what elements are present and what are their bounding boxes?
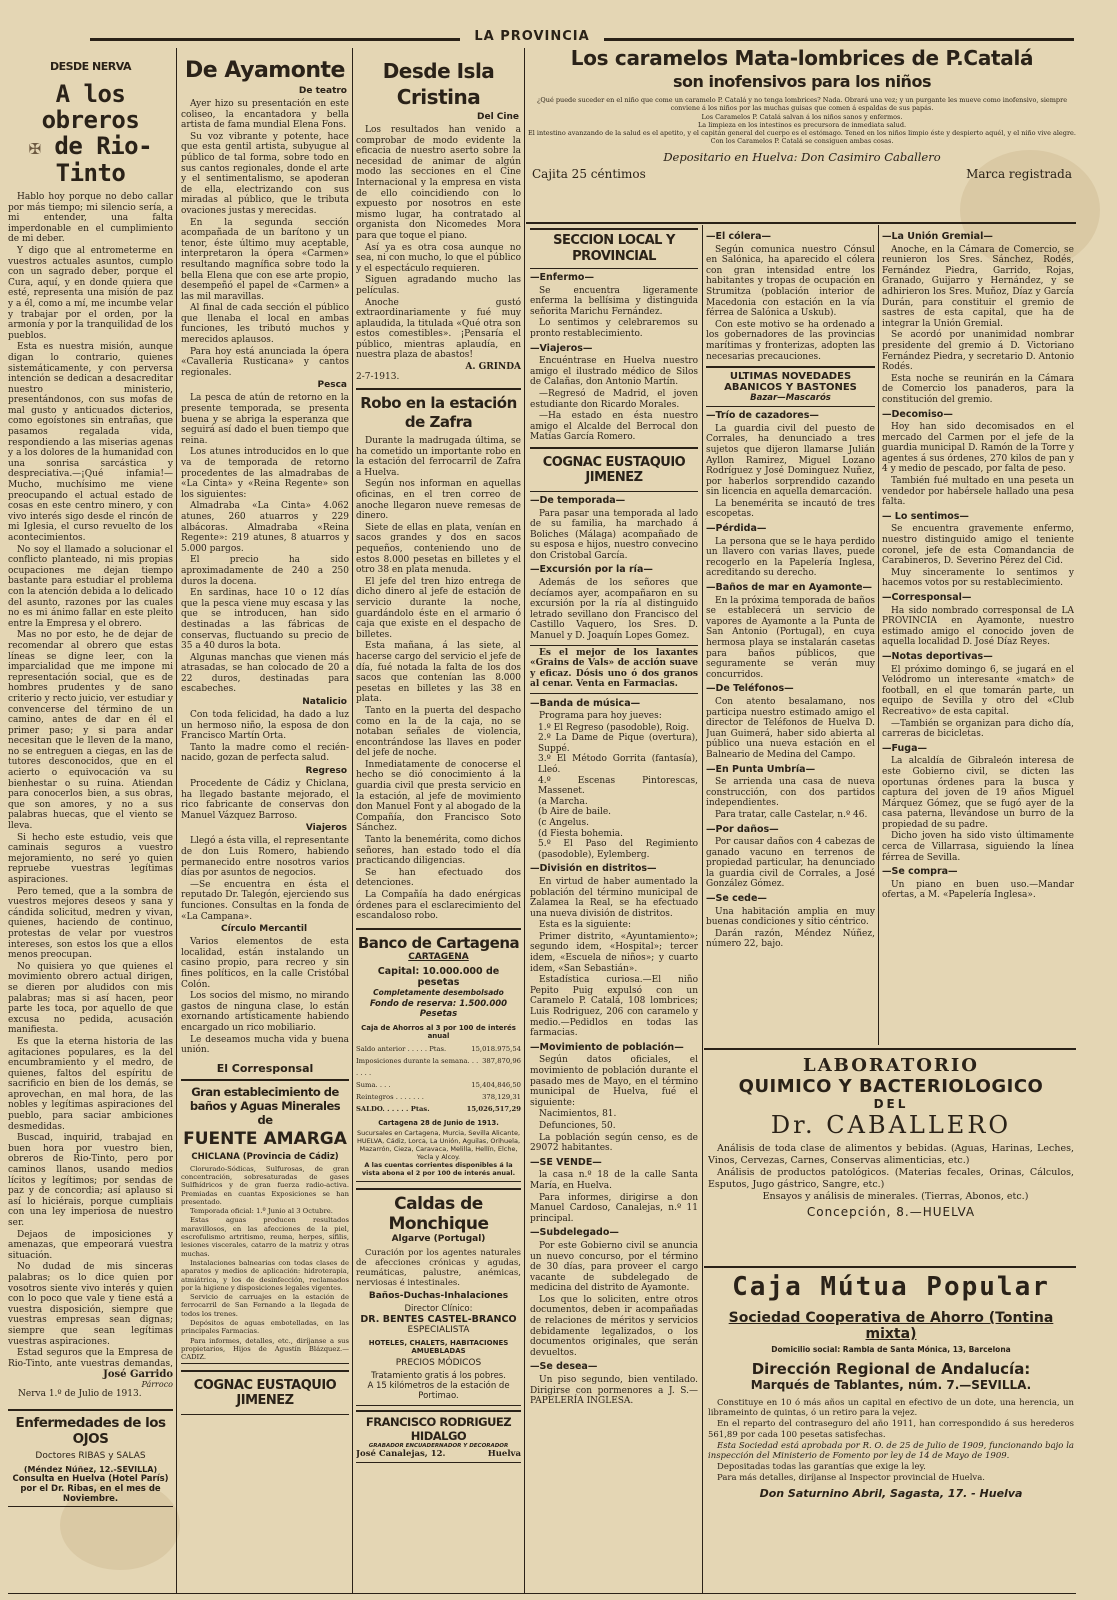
viajeros-body [181, 836, 349, 922]
column-4 [530, 228, 698, 1600]
paragraph: —Ha estado en ésta nuestro amigo el Alcalde del Berrocal don Matías García Romero. [530, 411, 698, 443]
caja-title: Caja Mútua Popular [732, 1272, 1050, 1302]
paragraph: Se encuentra ligeramente enferma la bellísima y distinguida señorita Marichu Fernández. [530, 285, 698, 317]
caramelos-price: Cajita 25 céntimos [532, 166, 646, 181]
paragraph: Los que lo soliciten, entre otros documentos, deben ir acompañadas de relaciones de méritos y servicios debidamente legalizados, o los documentos originales, que serán devueltos. [530, 1294, 698, 1358]
news-items [530, 273, 698, 443]
caldas-line: PRECIOS MÓDICOS [395, 1357, 482, 1368]
paragraph: No dudad de mis sinceras palabras; os lo dice quien por vosotros siente vivo interés y quien con lo poco que vale y tiene está a vuestra disposición, siempre que vuestras empresas sean dignas; siempre que sean legítimas vuestras aspiraciones. [8, 1262, 173, 1347]
caramelos-price-row [528, 167, 1076, 181]
grains-ad [530, 645, 698, 694]
paragraph: Pero temed, que a la sombra de vuestros mejores deseos y sana y cándida solicitud, medren y vivan, quienes, haciendo de continuo, protestas de velar por vuestros intereses, son estos los que a ellos menos preocupan. [8, 886, 173, 961]
musica-list-item: 5.º El Paso del Regimiento (pasodoble), Eylemberg. [538, 839, 698, 860]
paragraph: El próximo domingo 6, se jugará en el Velódromo un interesante «match» de football, en el que tomarán parte, un equipo de Sevilla y otro del «Club Recreativo» de esta capital. [882, 664, 1074, 717]
paragraph: Análisis de productos patológicos. (Materias fecales, Orinas, Cálculos, Esputos, Jugo gástrico, Sangre, etc.) [708, 1167, 1074, 1190]
paragraph: Depósitos de aguas embotelladas, en las principales Farmacias. [181, 1319, 349, 1336]
musica-body [530, 711, 698, 860]
hidalgo-city: Huelva [487, 1448, 521, 1459]
caldas-title: Caldas de Monchique [388, 1193, 489, 1234]
column-rule [352, 48, 353, 1593]
paragraph: Tanto la madre como el recién-nacido, gozan de perfecta salud. [181, 742, 349, 764]
news-item-title: —Trío de cazadores— [706, 410, 819, 422]
paragraph: Nacimientos, 81. [539, 1109, 617, 1120]
cognac-ad [181, 1370, 349, 1415]
article-headline: De Ayamonte [185, 58, 345, 83]
column-3 [356, 52, 521, 1600]
dateline: Nerva 1.º de Julio de 1913. [18, 1389, 142, 1399]
article-body [8, 192, 173, 1367]
cognac-ad-text: COGNAC EUSTAQUIO JIMENEZ [542, 454, 686, 485]
paragraph: El jefe del tren hizo entrega de dicho dinero al jefe de estación de servicio durante la noche, guardándolo éste en el armario ó caja que existe en el despacho de billetes. [356, 576, 521, 640]
paragraph: Llegó a ésta villa, el representante de don Luis Romero, habiendo permanecido entre nosotros varios días por asuntos de negocios. [181, 836, 349, 879]
kicker: DESDE NERVA [49, 60, 131, 73]
paragraph: Muy sinceramente lo sentimos y hacemos votos por su restablecimiento. [882, 567, 1074, 589]
ad-bottom-rule [526, 222, 1076, 224]
paragraph: Así ya es otra cosa aunque no sea, ni con mucho, lo que el público y el espectáculo requieren. [356, 242, 521, 274]
news-item-title: —Se cede— [706, 893, 767, 905]
paragraph: Para informes, dirigirse a don Manuel Cardoso, Canalejas, n.º 11 principal. [530, 1192, 698, 1224]
column-rule [524, 48, 525, 1593]
news-items [706, 232, 875, 362]
natalicio-body [181, 710, 349, 764]
paragraph: En la próxima temporada de baños se establecerá un servicio de vapores de Ayamonte a la Punta de San Antonio (Portugal), en cuya hermosa playa se instalarán casetas para baños públicos, que seguramente se verán muy concurridos. [706, 595, 875, 680]
caramelos-headline: Los caramelos Mata-lombrices de P.Catalá [570, 46, 1034, 70]
signature: José Garrido [103, 1369, 173, 1380]
paragraph: Tanto la benemérita, como dichos señores, han estado todo el día practicando diligencias. [356, 835, 521, 867]
section-subtitle: Pesca [317, 380, 347, 391]
caramelos-body [528, 96, 1076, 146]
bank-paid: Completamente desembolsado [373, 987, 504, 997]
paragraph: Inmediatamente de conocerse el hecho se dió conocimiento á la guardia civil que presta servicio en la estación, al jefe de movimiento don Manuel Font y al abogado de la Compañía, don Francisco Soto Sánchez. [356, 759, 521, 834]
paragraph: Análisis de toda clase de alimentos y bebidas. (Aguas, Harinas, Leches, Vinos, Cervezas, Carnes, Conservas alimenticias, etc.) [708, 1143, 1074, 1166]
robo-body [356, 436, 521, 922]
ad-title-main: FUENTE AMARGA [183, 1128, 347, 1149]
paragraph: —También se organizan para dicho día, carreras de bicicletas. [882, 718, 1074, 740]
paragraph: Con atento besalamano, nos participa nuestro estimado amigo el director de Teléfonos de Huelva D. Juan Guimerá, haber sido abierta al público una nueva estación en el Balneario de Medina del Campo. [706, 696, 875, 760]
signature-role: Párroco [141, 1380, 173, 1389]
paragraph: Hablo hoy porque no debo callar por más tiempo; mi silencio sería, a mi entender, una falta imperdonable en el cumplimiento de mi deber. [8, 192, 173, 245]
caldas-sub: Algarve (Portugal) [391, 1233, 486, 1244]
section-title: —Banda de música— [530, 698, 641, 709]
bank-row [356, 1043, 521, 1055]
paragraph: La benemérita se incautó de tres escopetas. [706, 498, 875, 520]
section-subtitle: Viajeros [305, 823, 347, 834]
paragraph: En el reparto del contraseguro del año 1911, han correspondido á sus herederos 561,89 por cada 100 pesetas satisfechas. [708, 1419, 1074, 1440]
paragraph: Primer distrito, «Ayuntamiento»; segundo idem, «Hospital»; tercer idem, «Escuela de niños»; y cuarto idem, «San Sebastián». [530, 931, 698, 974]
paragraph: No soy el llamado a solucionar el conflicto planteado, ni mis propias ocupaciones me dejan tiempo bastante para estudiar el problema con la atención debida a lo delicado del asunto, razones por las cuales no es mi ánimo fallar en este pleito entre la Empresa y el obrero. [8, 544, 173, 629]
caramelos-line: La limpieza en los intestinos es precursora de inmediata salud. [697, 120, 907, 129]
paragraph: Programa para hoy jueves: [539, 711, 662, 721]
bank-row-value: 15,026,517,29 [466, 1104, 521, 1113]
bank-row-label: Reintegros . . . . . . . [356, 1092, 424, 1101]
article-headline: Robo en la estación de Zafra [360, 394, 517, 432]
paragraph: La población según censo, es de 29072 habitantes. [530, 1132, 698, 1154]
paragraph: Le deseamos mucha vida y buena unión. [181, 1034, 349, 1056]
paragraph: Según nos informan en aquellas oficinas, en el tren correo de anoche llegaron nueve remesas de dinero. [356, 479, 521, 522]
ojos-ad-address: (Méndez Núñez, 12.-SEVILLA) [23, 1465, 158, 1474]
paragraph: La Compañía ha dado enérgicas órdenes para el esclarecimiento del escandaloso robo. [356, 890, 521, 922]
bank-row-value: 15,404,846,50 [471, 1080, 521, 1089]
news-item-title: —Pérdida— [706, 523, 767, 535]
paragraph: Ha sido nombrado corresponsal de LA PROVINCIA en Ayamonte, nuestro estimado amigo el conocido joven de aquella localidad D. José Díaz Reyes. [882, 605, 1074, 648]
bank-row-label: Suma. . . . [356, 1080, 391, 1089]
paragraph: Por este Gobierno civil se anuncia un nuevo concurso, por el término de 30 días, para proveer el cargo vacante de subdelegado de medicina del distrito de Ayamonte. [530, 1240, 698, 1294]
paragraph: Los resultados han venido a comprobar de modo evidente la eficacia de nuestro aserto sobre la necesidad de animar de algún modo las secciones en el Cine Internacional y la empresa en vista de ello coincidiendo con lo expuesto por nosotros en este mismo lugar, ha contratado al organista don Nicomedes Mora para que toque el piano. [356, 125, 521, 241]
paragraph: Un piso segundo, bien ventilado. Dirigirse con pormenores a J. S.—PAPELERÍA INGLESA. [530, 1375, 698, 1407]
paragraph: Esta es nuestra misión, aunque digan lo contrario, quienes sistemáticamente, y con perversa intención se dedican a desacreditar nuestro ministerio, presentándonos, con sus mofas de mal gusto y anticuados dicterios, como egoístones sin entrañas, que pasamos regalada vida, respondiendo a las miserias agenas y a los dolores de la humanidad con una sonrisa sarcástica y despreciativa.—¡Qué infamia!—Mucho, muchísimo me viene preocupando el actual estado de cosas en este centro minero, y con vivo interés sigo desde el rincón de mi Iglesia, el curso revuelto de los acontecimientos. [8, 342, 173, 543]
column-rule [176, 48, 177, 1593]
article-headline [8, 133, 173, 186]
caramelos-brand: Marca registrada [966, 166, 1072, 181]
caldas-line: Tratamiento gratis á los pobres. [371, 1370, 506, 1381]
news-item-title: —Se compra— [882, 866, 958, 878]
caldas-body [356, 1248, 521, 1288]
caramelos-depot: Depositario en Huelva: Don Casimiro Caballero [663, 149, 941, 164]
paragraph: Mas no por esto, he de dejar de recomendar al obrero que estas líneas se digne leer, con la imparcialidad que me impone mi representación social, que es de hombres prudentes y de sano criterio y recto juicio, ver estudiar y convencerse del término de un camino, antes de dar en él el primer paso; y si para andar necesitan que le lleven de la mano, no se entreguen a ciegas, en las de tutores desconocidos, que en el acierto o equivocación va su bienhestar o su ruina. Atiendan para conocerlos bien, a sus obras, que son amores, y no a sus palabras huecas, que el viento se lleva. [8, 630, 173, 832]
column-rule [878, 225, 879, 1045]
article-headline: A los obreros [41, 80, 140, 134]
paragraph: La guardia civil del puesto de Corrales, ha denunciado a tres sujetos que dijeron llamarse Julián Ayllon Ramirez, Miguel Lozano Rodríguez y José Dominguez Nuñez, por haberlos sorprendido cazando sin licencia en aquella demarcación. [706, 423, 875, 498]
paragraph: Ensayos y análisis de minerales. (Tierras, Abonos, etc.) [762, 1191, 1029, 1202]
lab-line: DEL [873, 1097, 909, 1111]
musica-list-item: 4.º Escenas Pintorescas, Massenet. [538, 775, 698, 797]
paragraph: Siete de ellas en plata, venían en sacos grandes y dos en sacos pequeños, conteniendo uno de estos 8.000 pesetas en billetes y el otro 38 en plata menuda. [356, 522, 521, 576]
paragraph: Estadística curiosa.—El niño Pepito Puig expulsó con un Caramelo P. Catalá, 108 lombrices; Luis Rodriguez, 206 con caramelo y medio.—Pedidlos en todas las farmacias. [530, 975, 698, 1039]
news-item-title: —En Punta Umbría— [706, 763, 816, 775]
caja-domicile: Domicilio social: Rambla de Santa Mónica, 13, Barcelona [771, 1345, 1011, 1354]
news-item-title: —De Teléfonos— [706, 683, 794, 695]
news-items [706, 411, 875, 950]
lab-top-rule [704, 1048, 1076, 1050]
paragraph: Esta noche se reunirán en la Cámara de Comercio los panaderos, para la constitución del gremio. [882, 373, 1074, 405]
bank-capital: Capital: 10.000.000 de pesetas [377, 965, 500, 988]
paragraph: Para informes, detalles, etc., diríjanse a sus propietarios, Hijos de Agustín Blázquez.—CADIZ. [181, 1336, 349, 1362]
column-1 [8, 52, 173, 1600]
paragraph: Dicho joven ha sido visto últimamente cerca de Villarrasa, siguiendo la línea férrea de Sevilla. [882, 831, 1074, 863]
masthead-rule-right [604, 38, 1074, 41]
paragraph: Es que la eterna historia de las agitaciones populares, es la del encumbramiento y el medro, de quienes, faltos del espíritu de sacrificio en bien de los demás, se aprovechan, en mal hora, de las nobles y legítimas aspiraciones del pueblo, para saciar ambiciones desmedidas. [8, 1036, 173, 1132]
news-item-title: —División en distritos— [530, 863, 657, 875]
paragraph: Depositadas todas las garantías que exige la ley. [717, 1462, 926, 1473]
news-item-title: —Subdelegado— [530, 1227, 619, 1239]
paragraph: Durante la madrugada última, se ha cometido un importante robo en la estación del ferrocarril de Zafra a Huelva. [356, 436, 521, 478]
news-item-title: —La Unión Gremial— [882, 231, 993, 242]
paragraph: Se arrienda una casa de nueva construcción, con dos partidos independientes. [706, 777, 875, 809]
caldas-line: ESPECIALISTA [407, 1324, 470, 1335]
cognac-ad [530, 447, 698, 492]
bank-name: Banco de Cartagena [357, 933, 520, 952]
cine-body [356, 125, 521, 361]
corresponsal-signature: El Corresponsal [216, 1061, 314, 1075]
caldas-ad [356, 1188, 521, 1406]
lab-line: LABORATORIO [803, 1055, 979, 1076]
section-header-box [530, 228, 698, 269]
paragraph: Buscad, inquirid, trabajad en buen hora por vuestro bien, obreros de Rio-Tinto, pero por caminos llanos, usando medios lícitos y legítimos; por sendas de paz y de concordia; así aplauso si así lo hiciérais, porque cumpliais con una ley imperiosa de nuestro ser. [8, 1133, 173, 1228]
bank-row [356, 1103, 521, 1115]
news-item-title: —SE VENDE— [530, 1156, 602, 1168]
section-subtitle: Del Cine [477, 112, 519, 122]
news-item-title: —Decomiso— [882, 408, 953, 420]
paragraph: Tanto en la puerta del despacho como en la de la caja, no se notaban señales de violencia, encontrándose las llaves en poder del jefe de noche. [356, 705, 521, 759]
abanicos-title: ULTIMAS NOVEDADES [729, 371, 852, 383]
hidalgo-address-row [356, 1449, 521, 1459]
paragraph: Instalaciones balnearias con todas clases de aparatos y medios de aplicación: hidroterapia, atmiátrica, y los de desinfección, reclamados por la higiene y disposiciones legales vigentes. [181, 1258, 349, 1292]
bank-note: Sucursales en Cartagena, Murcia, Sevilla Alicante, HUELVA, Cádiz, Lorca, La Unión, Aguilas, Orihuela, Mazarrón, Cieza, Caravaca, Melilla, Hellín, Elche, Yecla y Alcoy. [356, 1128, 521, 1161]
news-item-title: —Baños de mar en Ayamonte— [706, 582, 873, 594]
paragraph: Su voz vibrante y potente, hace que esta gentil artista, subyugue al público de tal forma, sobre todo en sus cantos regionales, donde el arte y el sentimentalismo, se apoderan de ella, electrizando con sus miradas al público, que le tributa ovaciones justas y merecidas. [181, 131, 349, 216]
paragraph: Defunciones, 50. [539, 1120, 616, 1131]
paragraph: Si hecho este estudio, veis que caminais seguros a vuestro mejoramiento, no seré yo quien repruebe vuestras legítimas aspiraciones. [8, 832, 173, 885]
paragraph: Según datos oficiales, el movimiento de población durante el pasado mes de Mayo, en el término municipal de Huelva, fué el siguiente: [530, 1055, 698, 1108]
paragraph: Para hoy está anunciada la ópera «Cavalleria Rusticana» y cantos regionales. [181, 346, 349, 378]
paragraph: Según comunica nuestro Cónsul en Salónica, ha aparecido el cólera con gran intensidad entre los habitantes y tropas de ocupación en Strumitza (población interior de Macedonia con estación en la vía férrea de Salónica a Uskub). [706, 244, 875, 319]
musica-list-item: 2.º La Dame de Pique (overtura), Suppé. [538, 733, 698, 754]
column-2 [181, 52, 349, 1600]
news-item-title: —De temporada— [530, 494, 626, 506]
paragraph: Temporada oficial: 1.º Junio al 3 Octubre. [190, 1207, 333, 1216]
bank-row-label: SALDO. . . . . . Ptas. [356, 1104, 430, 1113]
section-subtitle: Natalicio [302, 697, 347, 708]
news-items [530, 864, 698, 1407]
teatro-body [181, 99, 349, 378]
paragraph: Esta es la siguiente: [539, 920, 631, 931]
bank-row-label: Saldo anterior . . . . . Ptas. [356, 1044, 447, 1053]
dateline: 2-7-1913. [356, 372, 400, 383]
hidalgo-address: José Canalejas, 12. [356, 1448, 446, 1459]
paragraph: Estad seguros que la Empresa de Rio-Tinto, ante vuestras demandas, [8, 1348, 173, 1367]
paragraph: Los atunes introducidos en lo que va de temporada de retorno procedentes de las almadrabas de «La Cinta» y «Reina Regente» son los siguientes: [181, 447, 349, 500]
musica-list-item: (b Aire de baile. [538, 807, 612, 818]
paragraph: Se encuentra gravemente enfermo, nuestro distinguido amigo el teniente coronel, jefe de esta Comandancia de Carabineros, D. Severino Pérez del Cid. [882, 524, 1074, 567]
musica-list-item: (d Fiesta bohemia. [538, 828, 623, 839]
paragraph: Para tratar, calle Castelar, n.º 46. [715, 809, 868, 820]
musica-list-item: 1.º El Regreso (pasodoble), Roig. [538, 722, 690, 733]
musica-list-item: (a Marcha. [538, 796, 588, 807]
lab-line: QUIMICO Y BACTERIOLOGICO [738, 1076, 1044, 1097]
bank-reserve: Fondo de reserva: 1.500.000 Pesetas [369, 998, 508, 1019]
section-header: SECCION LOCAL Y PROVINCIAL [553, 233, 675, 264]
paragraph: Por causar daños con 4 cabezas de ganado vacuno en terrenos de propiedad particular, ha denunciado la guardia civil de Corrales, a José González Gómez. [706, 837, 875, 890]
ojos-ad-doctors: Doctores RIBAS y SALAS [35, 1451, 146, 1461]
pesca-body [181, 393, 349, 695]
paragraph: Encuéntrase en Huelva nuestro amigo el ilustrado médico de Silos de Calañas, don Antonio Martín. [530, 356, 698, 388]
musica-list-item: (c Angelus. [538, 817, 589, 828]
ad-body [181, 1165, 349, 1362]
bank-row [356, 1055, 521, 1079]
news-item-title: — Lo sentimos— [882, 510, 969, 522]
robo-article [356, 388, 521, 432]
musica-list [530, 723, 698, 861]
paragraph: La persona que se le haya perdido un llavero con varias llaves, puede recogerlo en la Papelería Inglesa, acreditando su derecho. [706, 536, 875, 579]
ad-place: CHICLANA (Provincia de Cádiz) [191, 1151, 339, 1162]
cross-icon: ✠ [28, 135, 41, 159]
caldas-line: A 15 kilómetros de la estación de Portimao. [367, 1380, 510, 1401]
column-rule [702, 225, 703, 1593]
bank-city: CARTAGENA [408, 951, 469, 962]
caja-ad [708, 1272, 1074, 1597]
masthead-title: LA PROVINCIA [474, 29, 590, 44]
bank-row-label: Imposiciones durante la semana. . . . . . . [356, 1056, 479, 1077]
bank-ad [356, 928, 521, 1182]
caramelos-line: El intestino avanzando de la salud es el apetito, y el capitán general del cuerpo es el estómago. Tened en los niños limpio éste y despierto aquél, y el niño vive alegre. Con los Caramelos P. Catalá se consiguen ambas cosas. [528, 129, 1076, 146]
caramelos-ad [528, 46, 1076, 222]
paragraph: La pesca de atún de retorno en la presente temporada, se presenta buena y se abriga la esperanza que seguirá así dado el buen tiempo que reina. [181, 393, 349, 446]
paragraph: Para más detalles, diríjanse al Inspector provincial de Huelva. [717, 1473, 986, 1484]
news-item-title: —Fuga— [882, 742, 927, 754]
paragraph: El precio ha sido aproximadamente de 240 a 250 duros la docena. [181, 555, 349, 587]
laboratorio-ad [708, 1055, 1074, 1255]
grains-ad-text: Es el mejor de los laxantes «Grains de Vals» de acción suave y eficaz. Dósis uno ó dos granos al cenar. Venta en Farmacias. [530, 647, 698, 690]
section-subtitle: Regreso [305, 766, 347, 777]
news-item-title: —Se desea— [530, 1361, 598, 1373]
paragraph: Para pasar una temporada al lado de su familia, ha marchado á Boliches (Málaga) acompañado de su esposa e hijos, nuestro convecino don Cristobal García. [530, 508, 698, 561]
caja-direccion: Dirección Regional de Andalucía: [751, 1360, 1031, 1378]
paragraph: Dejaos de imposiciones y amenazas, que empeorará vuestra situación. [8, 1229, 173, 1261]
bottom-rule [8, 1593, 1076, 1594]
paragraph: Hoy han sido decomisados en el mercado del Carmen por el jefe de la guardia municipal D. Ramón de la Torre y agentes á sus órdenes, 270 kilos de pan y 4 y medio de pescado, por falta de peso. [882, 422, 1074, 475]
hidalgo-ad [356, 1410, 521, 1463]
section-subtitle: Círculo Mercantil [220, 924, 308, 935]
paragraph: Se acordó por unanimidad nombrar presidente del gremio á D. Victoriano Fernández Piedra, y secretario D. Antonio Rodés. [882, 330, 1074, 373]
paragraph: Con este motivo se ha ordenado a los gobernadores de las provincias marítimas y fronterizas, adopten las necesarias precauciones. [706, 319, 875, 362]
paragraph: Clorurado-Sódicas, Sulfurosas, de gran concentración, sobresaturadas de gases Sulfhídricos y de gran fuerza radio-activa. Premiadas en cuantas Exposiciones se han presentado. [181, 1164, 349, 1206]
bank-date: Cartagena 28 de Junio de 1913. [378, 1118, 499, 1127]
news-items [530, 496, 698, 642]
bank-note2: A las cuentas corrientes disponibles á la vista abona el 2 por 100 de interés anual. [361, 1160, 516, 1177]
bank-row-value: 15,018.975,54 [471, 1044, 521, 1053]
hidalgo-sub: GRABADOR ENCUADERNADOR Y DECORADOR [368, 1442, 509, 1449]
paragraph: No quisiera yo que quienes el movimiento obrero actual dirigen, se dieren por aludidos con mis palabras; mas si así hacen, peor parte les toca, por aquello de que excusa no pedida, acusación manifiesta. [8, 961, 173, 1036]
caramelos-line: ¿Qué puede suceder en el niño que come un caramelo P. Catalá y no tenga lombrices? Nada. Obrará una vez; y un purgante les mueve como inofensivo, siempre conviene á los niños por las muchas guisas que comen á espaldas de sus papás. [536, 96, 1068, 113]
caldas-line: Director Clínico: [404, 1303, 473, 1314]
column-6 [882, 228, 1074, 1048]
bank-caja: Caja de Ahorros al 3 por 100 de interés anual [361, 1023, 516, 1040]
bank-row-value: 378,129,31 [482, 1092, 521, 1101]
ad-title: Gran establecimiento de baños y Aguas Minerales de [189, 1084, 341, 1127]
article-headline: Desde Isla Cristina [382, 59, 495, 109]
bank-row-value: 387,870,96 [482, 1056, 521, 1065]
news-items [882, 232, 1074, 901]
news-item-title: —Corresponsal— [882, 592, 972, 603]
signature: A. GRINDA [465, 362, 521, 373]
news-item-title: —Excursión por la ría— [530, 564, 653, 576]
paragraph: Constituye en 10 ó más años un capital en efectivo de un dote, una herencia, un librameinto de quintas, ó un retiro para la vejez. [708, 1398, 1074, 1419]
abanicos-place: Bazar—Mascarós [750, 393, 831, 404]
caramelos-sub: son inofensivos para los niños [673, 72, 931, 91]
news-item-title: —Notas deportivas— [882, 650, 993, 662]
bank-row [356, 1079, 521, 1091]
fuente-amarga-ad [181, 1079, 349, 1364]
paragraph: Estas aguas producen resultados maravillosos, en las afecciones de la piel, escrofulismo artritismo, reuma, herpes, sífilis, lesiones viscerales, catarro de la matriz y otras muchas. [181, 1216, 349, 1258]
paragraph: En sardinas, hace 10 o 12 días que la pesca viene muy escasa y las que se introducen, han sido destinadas a las fábricas de conservas, fluctuando su precio de 35 a 40 duros la bota. [181, 588, 349, 652]
paragraph: Procedente de Cádiz y Chiclana, ha llegado bastante mejorado, el rico fabricante de conservas don Manuel Vázquez Barroso. [181, 779, 349, 821]
paragraph: Esta Sociedad está aprobada por R. O. de 25 de Julio de 1909, funcionando bajo la inspección del Ministerio de Fomento por ley de 14 de Mayo de 1909. [708, 1440, 1074, 1462]
musica-list-item: 3.º El Método Gorrita (fantasía), Lleó. [538, 754, 698, 775]
caja-sub: Sociedad Cooperativa de Ahorro (Tontina mixta) [728, 1310, 1054, 1342]
section-subtitle: De teatro [298, 86, 347, 96]
ojos-ad-headline: Enfermedades de los OJOS [15, 1415, 166, 1447]
news-item-title: —Movimiento de población— [530, 1041, 684, 1053]
paragraph: También fué multado en una peseta un vendedor por habérsele hallado una pesa falta. [882, 476, 1074, 508]
lab-body [708, 1143, 1074, 1203]
paragraph: Almadraba «La Cinta» 4.062 atunes, 260 atuarros y 229 albácoras. Almadraba «Reina Regente»: 219 atunes, 8 atuarros y 5.000 pargos. [181, 501, 349, 554]
paragraph: Un piano en buen uso.—Mandar ofertas, a M. «Papelería Inglesa». [882, 879, 1074, 901]
bank-row [356, 1091, 521, 1103]
paragraph: Esta mañana, á las siete, al hacerse cargo del servicio el jefe de día, fué notada la falta de los dos sacos que contenían las 8.000 pesetas en billetes y las 38 en plata. [356, 641, 521, 705]
paragraph: Algunas manchas que vienen más atrasadas, se han colocado de 20 a 22 duros, destinadas para escabeches. [181, 652, 349, 695]
paragraph: —Se encuentra en ésta el reputado Dr. Talegón, ejerciendo sus funciones. Consultas en la fonda de «La Campana». [181, 879, 349, 922]
abanicos-title2: ABANICOS Y BASTONES [724, 382, 857, 394]
paragraph: Anoche gustó extraordinariamente y fué muy aplaudida, la titulada «Qué otra son estos comestibles». ¡Pensaría el público, mientras aplaudía, en nuestra plaza de abastos! [356, 297, 521, 361]
column-5 [706, 228, 875, 1048]
paragraph: En la segunda sección acompañada de un barítono y un tenor, éste último muy aceptable, interpretaron la ópera «Carmen» resultando magnífica sobre todo la bella Elena que con ese arte propio, desempeñó el papel de «Carmen» a las mil maravillas. [181, 217, 349, 302]
caldas-line: HOTELES, CHALETS, HABITACIONES AMUEBLADAS [368, 1338, 509, 1355]
news-item-title: —Enfermo— [530, 272, 594, 283]
caramelos-line: Los Caramelos P. Catalá salvan á los niños sanos y enfermos. [701, 112, 903, 121]
paragraph: Anoche, en la Cámara de Comercio, se reunieron los Sres. Sánchez, Rodés, Fernández Piedra, Garrido, Rojas, Granado, Guijarro y Hernández, y se adhirieron los Sres. Muñoz, Díaz y García Durán, para constituir el gremio de sastres de esta capital, que ha de integrar la Unión Gremial. [882, 244, 1074, 329]
circulo-body [181, 937, 349, 1056]
caja-address: Marqués de Tablantes, núm. 7.—SEVILLA. [750, 1378, 1032, 1392]
paragraph: Darán razón, Méndez Núñez, número 22, bajo. [706, 928, 875, 950]
ojos-ad [8, 1409, 173, 1507]
paragraph: Curación por los agentes naturales de afecciones crónicas y agudas, reumáticas, palustre, anémicas, nerviosas é intestinales. [356, 1247, 521, 1288]
paragraph: En virtud de haber aumentado la población del término municipal de Zalamea la Real, se ha efectuado una nueva división de distritos. [530, 876, 698, 919]
article-headline-line2: de Rio-Tinto [54, 132, 153, 187]
paragraph: Se han efectuado dos detenciones. [356, 867, 521, 889]
caja-contact: Don Saturnino Abril, Sagasta, 17. - Huelva [759, 1486, 1023, 1500]
bank-table [356, 1043, 521, 1115]
lab-address: Concepción, 8.—HUELVA [806, 1204, 976, 1219]
paragraph: Varios elementos de esta localidad, están instalando un casino propio, para recreo y sin fines políticos, en la calle Cristóbal Colón. [181, 937, 349, 990]
paragraph: Con toda felicidad, ha dado a luz un hermoso niño, la esposa de don Francisco Martín Orta. [181, 710, 349, 742]
paragraph: Una habitación amplia en muy buenas condiciones y sitio céntrico. [706, 906, 875, 928]
paragraph: La alcaldía de Gibraleón interesa de este Gobierno civil, se dicten las oportunas órdenes para la busca y captura del joven de 19 años Miguel Márquez Gómez, que se fugó ayer de la casa paterna, llevándose un burro de la propiedad de su padre. [882, 756, 1074, 830]
cognac-ad-text: COGNAC EUSTAQUIO JIMENEZ [193, 1377, 337, 1408]
caja-body [708, 1398, 1074, 1484]
paragraph: Los socios del mismo, no mirando gastos de ninguna clase, lo están exornando artísticamente habiendo encargado un rico mobiliario. [181, 991, 349, 1033]
paragraph: Ayer hizo su presentación en este coliseo, la encantadora y bella artista de fama mundial Elena Fons. [181, 99, 349, 131]
masthead-rule-left [90, 38, 460, 41]
caldas-line: Baños-Duchas-Inhalaciones [368, 1290, 509, 1301]
regreso-body [181, 779, 349, 821]
abanicos-ad [706, 366, 875, 407]
paragraph: Además de los señores que decíamos ayer, acompañaron en su excursión por la ría al distinguido letrado sevillano don Francisco del Castillo Vaquero, los Sres. D. Manuel y D. Joaquín Lopes Gomez. [530, 578, 698, 642]
paragraph: Siguen agradando mucho las películas. [356, 275, 521, 296]
news-item-title: —Por daños— [706, 823, 779, 835]
ojos-ad-consulta: Consulta en Huelva (Hotel París) por el Dr. Ribas, en el mes de Noviembre. [12, 1474, 169, 1504]
news-item-title: —Viajeros— [530, 342, 593, 354]
paragraph: Lo sentimos y celebraremos su pronto restablecimiento. [530, 318, 698, 339]
hidalgo-title: FRANCISCO RODRIGUEZ HIDALGO [365, 1414, 512, 1443]
news-item-title: —El cólera— [706, 231, 772, 242]
paragraph: Servicio de carruajes en la estación de ferrocarril de San Fernando a la llegada de todos los trenes. [181, 1293, 349, 1318]
caja-top-rule [704, 1266, 1076, 1268]
paragraph: Y digo que al entrometerme en vuestros actuales asuntos, cumplo con un sagrado deber, porque el Cura, aquí, y en donde quiera que esté, representa una misión de paz y a él, como a mí, me incumbe velar y trabajar por el orden, por la armonía y por la tranquilidad de los pueblos. [8, 245, 173, 341]
paragraph: Al final de cada sección el público que llenaba el local en ambas funciones, les tributó muchos y merecidos aplausos. [181, 303, 349, 346]
caldas-line: DR. BENTES CASTEL-BRANCO [360, 1313, 517, 1325]
paragraph: —Regresó de Madrid, el joven estudiante don Ricardo Morales. [530, 388, 698, 410]
lab-doctor: Dr. CABALLERO [770, 1111, 1012, 1139]
paragraph: la casa n.º 18 de la calle Santa María, en Huelva. [530, 1170, 698, 1191]
